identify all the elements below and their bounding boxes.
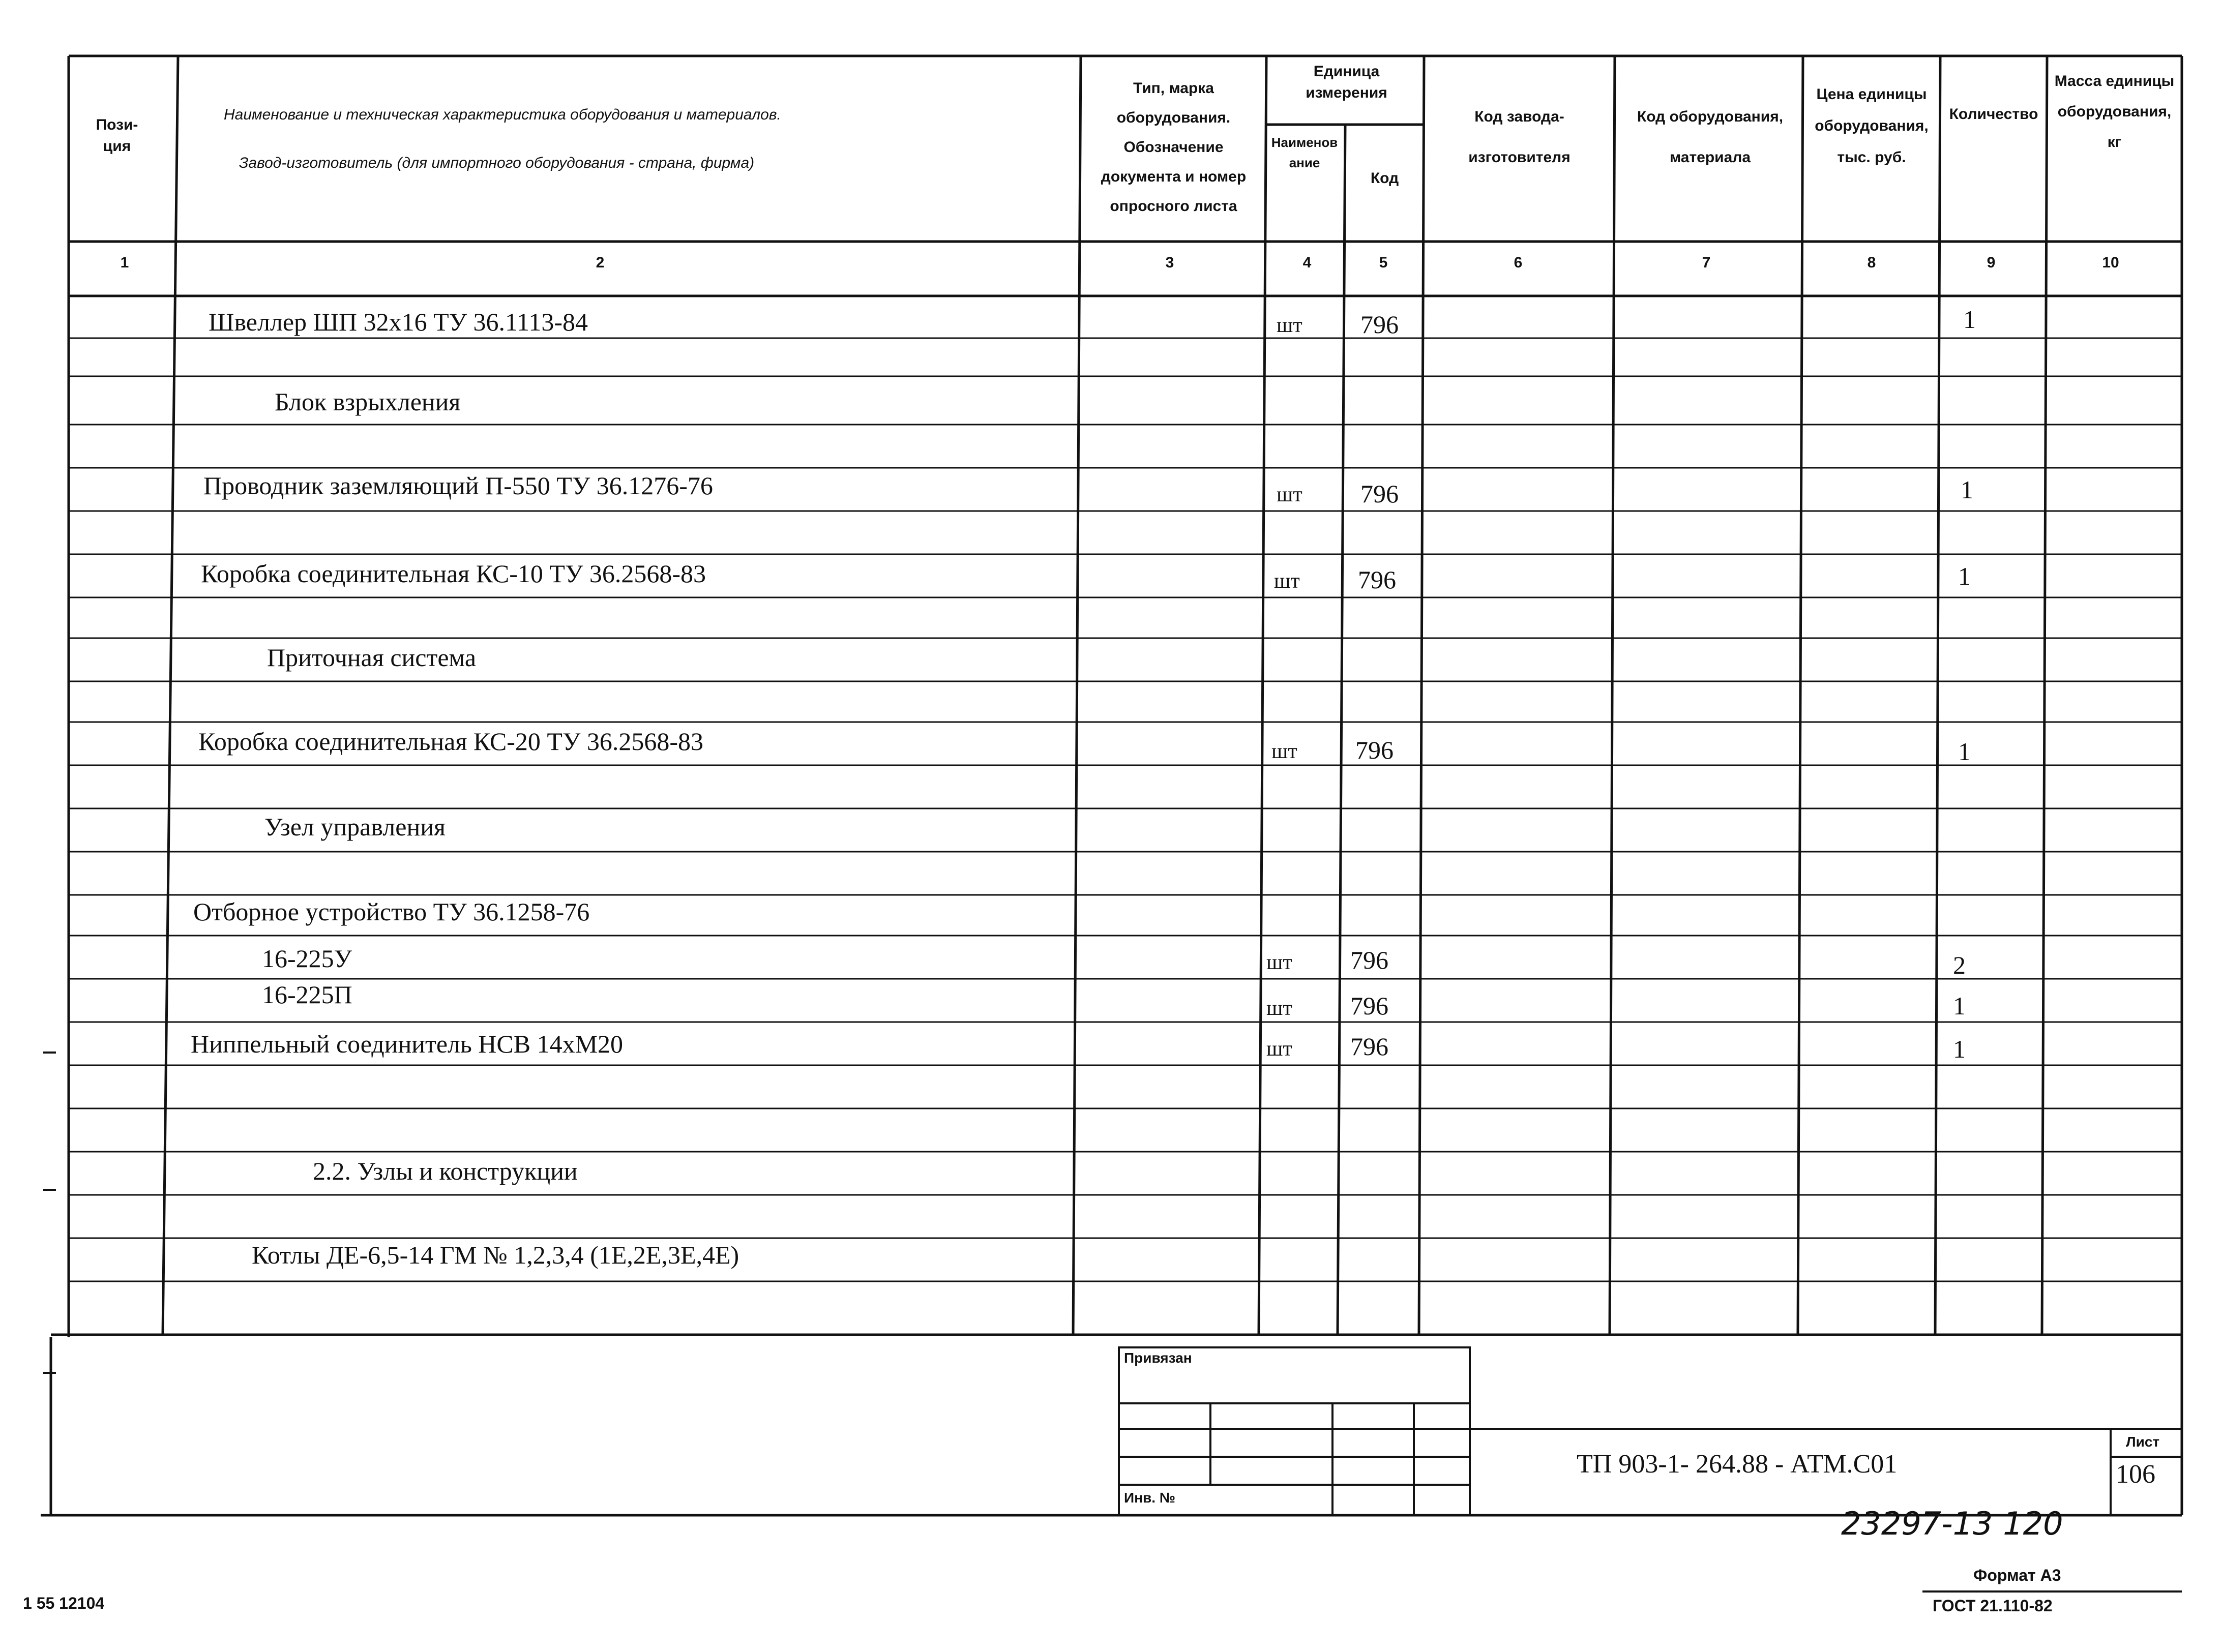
table-row-code: 796 [1360,479,1399,508]
format-label: Формат А3 [1973,1566,2061,1584]
column-number: 10 [2102,254,2119,271]
table-row-qty: 1 [1961,475,1973,504]
header-type: Тип, марка оборудования. Обозначение документа и номер опросного листа [1101,80,1247,215]
table-row-code: 796 [1350,946,1388,974]
table-row-code: 796 [1350,1032,1388,1061]
table-row-name: 16-225У [262,944,352,973]
table-row-qty: 1 [1958,562,1971,590]
document-code: ТП 903-1- 264.88 - АТМ.С01 [1577,1450,1898,1479]
table-row-qty: 1 [1953,1035,1966,1063]
table-row-name: 16-225П [262,980,352,1009]
gost-label: ГОСТ 21.110-82 [1933,1597,2053,1615]
column-number: 8 [1867,254,1876,271]
table-row-qty: 1 [1953,992,1966,1020]
table-row-code: 796 [1358,565,1396,594]
column-number: 2 [596,254,605,271]
header-equipment-code: Код оборудования, материала [1637,108,1784,166]
table-row-name: Блок взрыхления [275,387,461,416]
table-row-name: Коробка соединительная КС-20 ТУ 36.2568-83 [198,727,704,756]
sheet-label: Лист [2126,1434,2160,1450]
table-row-name: Котлы ДЕ-6,5-14 ГМ № 1,2,3,4 (1Е,2Е,3Е,4Е) [252,1241,739,1269]
column-number: 9 [1987,254,1996,271]
table-row-qty: 1 [1963,305,1976,334]
table-row-unit: шт [1266,1037,1292,1061]
table-row-name: Отборное устройство ТУ 36.1258-76 [193,897,590,926]
header-name-line1: Наименование и техническая характеристика оборудования и материалов. [224,106,781,123]
header-name-line2: Завод-изготовитель (для импортного оборудования - страна, фирма) [239,155,755,171]
table-row-unit: шт [1266,997,1292,1020]
footer-left-code: 1 55 12104 [23,1594,105,1612]
table-row-name: 2.2. Узлы и конструкции [313,1157,578,1185]
header-unit: Единица измерения [1306,63,1387,101]
table-row-unit: шт [1266,951,1292,974]
archive-number: 23297-13 120 [1841,1505,2063,1542]
sheet-number: 106 [2116,1460,2155,1489]
header-price: Цена единицы оборудования, тыс. руб. [1815,86,1929,166]
table-row-name: Швеллер ШП 32х16 ТУ 36.1113-84 [209,308,588,336]
table-row-name: Проводник заземляющий П-550 ТУ 36.1276-76 [203,471,713,500]
column-number: 1 [120,254,129,271]
table-row-code: 796 [1350,992,1388,1020]
column-number: 6 [1514,254,1523,271]
header-quantity: Количество [1949,106,2038,123]
table-row-unit: шт [1277,314,1302,337]
table-row-unit: шт [1271,740,1297,763]
table-row-qty: 2 [1953,951,1966,979]
header-unit-name: Наименование [1271,135,1338,170]
table-row-name: Ниппельный соединитель НСВ 14хМ20 [191,1030,624,1058]
table-row-name: Приточная система [267,643,477,672]
table-row-code: 796 [1355,736,1394,764]
table-row-unit: шт [1274,569,1300,593]
header-mass: Масса единицы оборудования, кг [2054,73,2175,151]
table-row-name: Коробка соединительная КС-10 ТУ 36.2568-83 [201,559,706,588]
header-unit-code: Код [1370,170,1399,187]
header-position: Пози- ция [96,116,138,155]
table-row-qty: 1 [1958,737,1971,766]
table-row-name: Узел управления [264,813,446,841]
column-number: 3 [1165,254,1174,271]
inventory-label: Инв. № [1124,1490,1176,1506]
table-row-unit: шт [1277,483,1302,506]
header-factory-code: Код завода-изготовителя [1468,108,1571,166]
bound-label: Привязан [1124,1350,1192,1366]
table-row-code: 796 [1360,310,1399,339]
column-number: 7 [1702,254,1711,271]
column-number: 5 [1379,254,1388,271]
column-number: 4 [1302,254,1312,271]
